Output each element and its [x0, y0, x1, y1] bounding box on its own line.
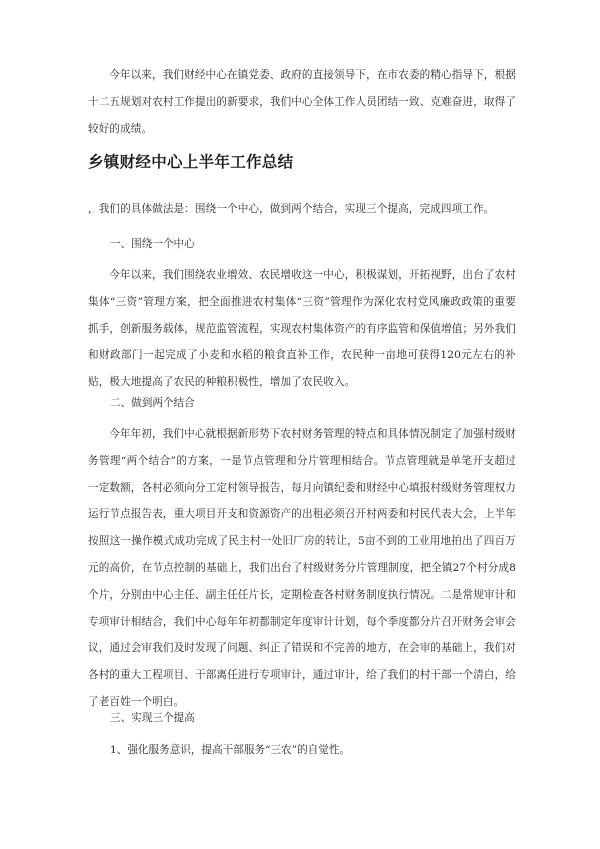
section-heading-3: 三、实现三个提高: [110, 712, 195, 724]
section-1-paragraph: 今年以来，我们围绕农业增效、农民增收这一中心，积极谋划，开拓视野，出台了农村集体“三资”管理方案，把全面推进农村集体“三资”管理作为深化农村党风廉政政策的重要抓手，创新服务载体，规范监管流程，实现农村集体资产的有序监管和保值增值；另外我们和财政部门一起完成了小麦和水稻的粮食直补工作，农民种一亩地可获得120元左右的补贴，极大地提高了农民的种粮积极性，增加了农民收入。: [88, 269, 516, 389]
intro-paragraph: 今年以来，我们财经中心在镇党委、政府的直接领导下，在市农委的精心指导下，根据十二五规划对农村工作提出的新要求，我们中心全体工作人员团结一致、克难奋进，取得了较好的成绩。: [88, 69, 516, 135]
section-3-item-1: 1、强化服务意识，提高干部服务“三农”的自觉性。: [110, 744, 351, 756]
approach-paragraph: ，我们的具体做法是：围绕一个中心，做到两个结合，实现三个提高，完成四项工作。: [88, 203, 495, 215]
section-heading-2: 二、做到两个结合: [110, 397, 195, 409]
section-heading-1: 一、围绕一个中心: [110, 238, 195, 250]
section-2-paragraph: 今年年初，我们中心就根据新形势下农村财务管理的特点和具体情况制定了加强村级财务管理“两个结合”的方案，一是节点管理和分片管理相结合。节点管理就是单笔开支超过一定数额，各村必须向分工定村领导报告，每月向镇纪委和财经中心填报村级财务管理权力运行节点报告表，重大项目开支和资源资产的出租必须召开村两委和村民代表大会，上半年按照这一操作模式成功完成了民主村一处旧厂房的转让，5亩不到的工业用地拍出了四百万元的高价，在节点控制的基础上，我们出台了村级财务分片管理制度，把全镇27个村分成8个片，分别由中心主任、副主任任片长，定期检查各村财务制度执行情况。二是常规审计和专项审计相结合，我们中心每年年初都制定年度审计计划，每个季度都分片召开财务会审会议，通过会审我们及时发现了问题、纠正了错误和不完善的地方，在会审的基础上，我们对各村的重大工程项目、干部离任进行专项审计，通过审计，给了我们的村干部一个清白，给了老百姓一个明白。: [88, 428, 516, 708]
page-title: 乡镇财经中心上半年工作总结: [88, 152, 294, 171]
